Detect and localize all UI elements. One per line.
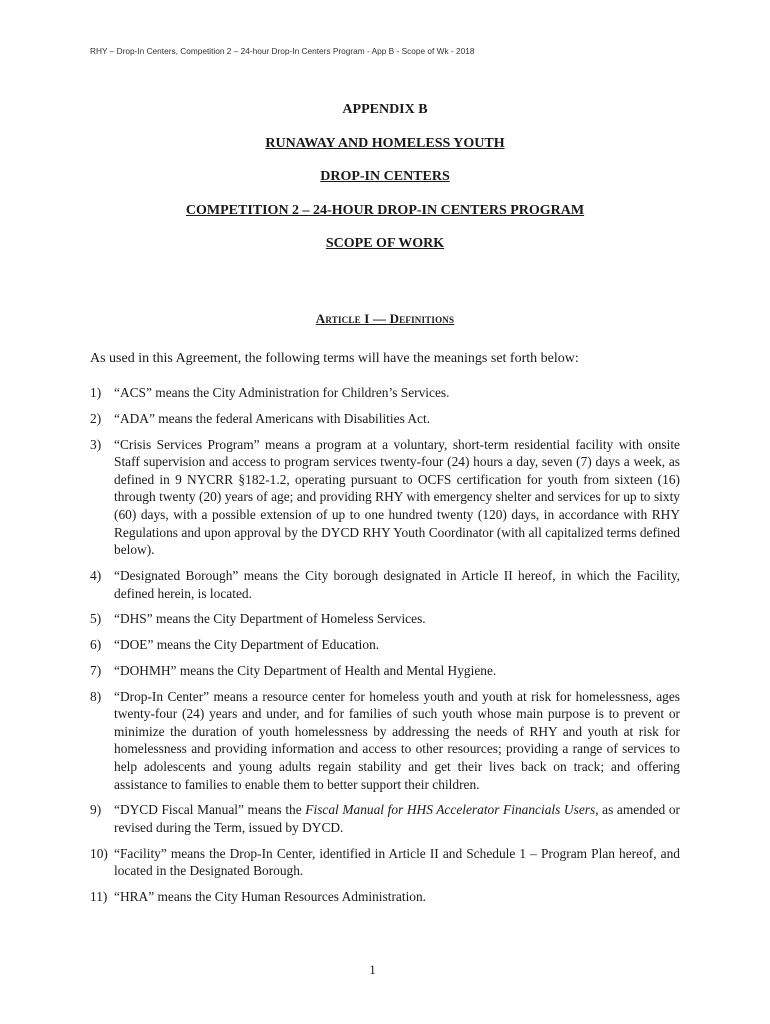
intro-paragraph: As used in this Agreement, the following terms will have the meanings set forth below:: [90, 351, 579, 366]
item-number: 3): [90, 436, 102, 452]
item-number: 10): [90, 845, 108, 861]
item-number: 5): [90, 611, 102, 627]
definition-item: [90, 888, 680, 906]
item-text: “Facility” means the Drop-In Center, identified in Article II and Schedule 1 – Program Plan hereof, and located in the Designated Borough.: [114, 845, 680, 879]
item-text: “DHS” means the City Department of Homeless Services.: [114, 611, 426, 627]
definition-item: [90, 662, 680, 680]
definition-item: [90, 410, 680, 428]
running-header: RHY – Drop-In Centers, Competition 2 – 24-hour Drop-In Centers Program - App B - Scope of Wk - 2018: [90, 46, 475, 56]
item-text: “Drop-In Center” means a resource center for homeless youth and youth at risk for homelessness, ages twenty-four (24) years and under, and for families of such youth whose main purpose is to prevent or minimize the duration of youth homelessness by addressing the needs of RHY and youth at risk for homelessness and providing information and access to other resources; providing a range of services to help adolescents and young adults regain stability and get their lives back on track; and offering assistance to families to enable them to better support their children.: [114, 688, 680, 792]
item-number: 11): [90, 889, 108, 905]
item-text: “DOE” means the City Department of Education.: [114, 637, 380, 653]
appendix-title: APPENDIX B: [342, 102, 428, 117]
title-block: [0, 101, 770, 269]
definition-item: [90, 636, 680, 654]
definition-item: [90, 845, 680, 880]
item-text-lead: “DYCD Fiscal Manual” means the: [114, 802, 306, 818]
item-text: [114, 801, 680, 836]
definitions-list: [90, 384, 680, 914]
scope-title: SCOPE OF WORK: [325, 236, 445, 251]
definition-item: [90, 801, 680, 836]
item-text: “Designated Borough” means the City borough designated in Article II hereof, in which the Facility, defined herein, is located.: [114, 567, 680, 601]
item-text: “ADA” means the federal Americans with Disabilities Act.: [114, 410, 431, 426]
fiscal-manual-title: Fiscal Manual for HHS Accelerator Financials Users: [305, 802, 596, 818]
item-number: 1): [90, 385, 102, 400]
item-text: “ACS” means the City Administration for Children’s Services.: [114, 385, 450, 400]
item-number: 6): [90, 637, 102, 653]
centers-title: DROP-IN CENTERS: [320, 169, 450, 184]
item-number: 2): [90, 410, 102, 426]
item-number: 7): [90, 662, 102, 678]
page-number: 1: [369, 962, 376, 977]
item-text: “HRA” means the City Human Resources Administration.: [114, 889, 427, 905]
item-number: 4): [90, 567, 102, 583]
definition-item: [90, 567, 680, 602]
article-heading: Article I — Definitions: [315, 311, 455, 326]
item-text: “Crisis Services Program” means a program at a voluntary, short-term residential facility with onsite Staff supervision and access to program services twenty-four (24) hours a day, seven (7) days a week, as defined in 9 NYCRR §182-1.2, operating pursuant to OCFS certification for youth from sixteen (16) through twenty (20) years of age; and providing RHY with emergency shelter and services for up to sixty (60) days, with a possible extension of up to one hundred twenty (120) days, in accordance with RHY Regulations and upon approval by the DYCD RHY Youth Coordinator (with all capitalized terms defined below).: [114, 436, 680, 558]
definition-item: [90, 384, 680, 402]
program-title: RUNAWAY AND HOMELESS YOUTH: [265, 135, 505, 151]
competition-title: COMPETITION 2 – 24-HOUR DROP-IN CENTERS PROGRAM: [185, 202, 585, 218]
item-text: “DOHMH” means the City Department of Health and Mental Hygiene.: [114, 662, 497, 678]
item-number: 9): [90, 802, 102, 818]
definition-item: [90, 436, 680, 559]
item-text-tail: , as amended or revised during the Term, issued by DYCD.: [114, 802, 680, 835]
definition-item: [90, 610, 680, 628]
definition-item: [90, 688, 680, 794]
item-number: 8): [90, 688, 102, 704]
